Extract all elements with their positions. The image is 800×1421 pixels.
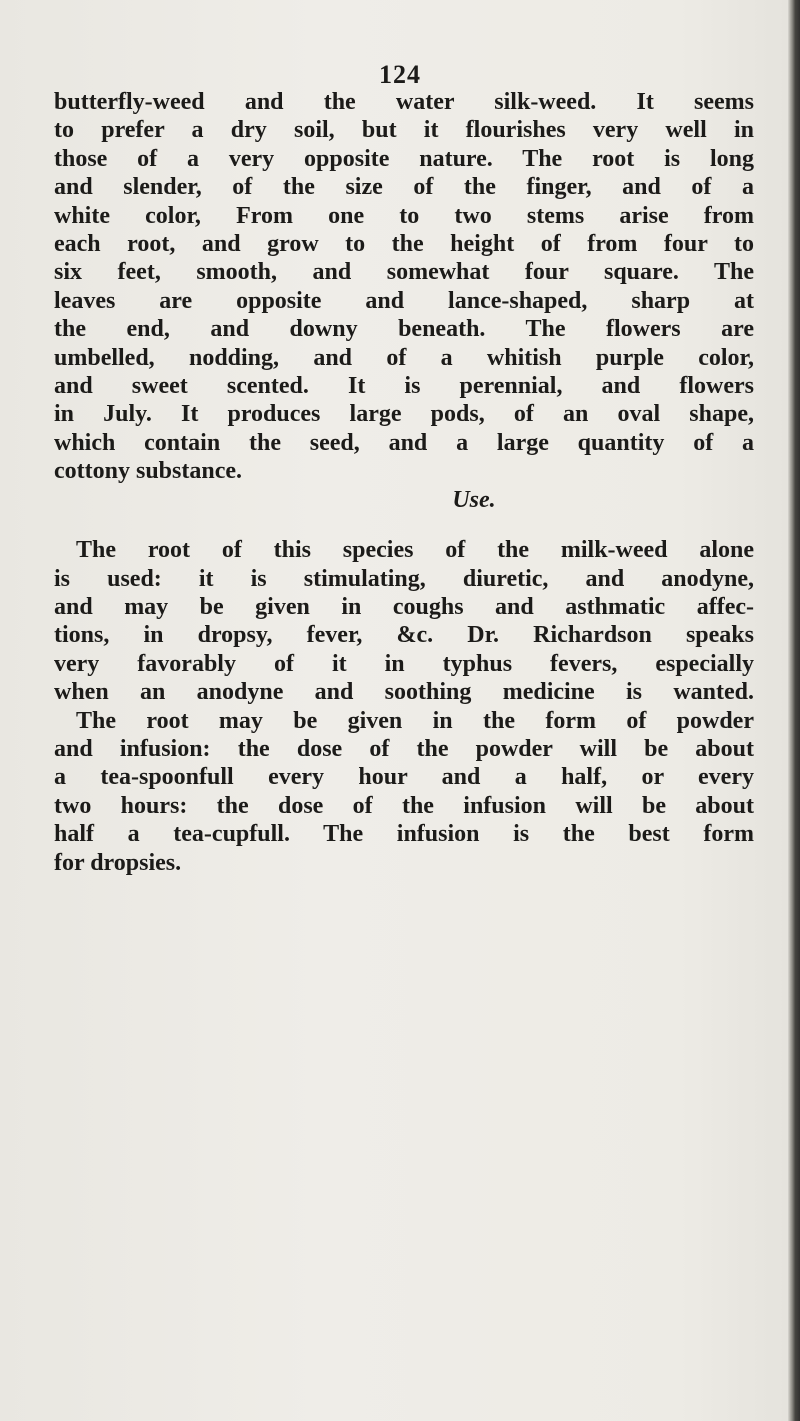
text-line: The root of this species of the milk-weed alone (76, 537, 754, 564)
text-line: and may be given in coughs and asthmatic affec- (54, 593, 754, 620)
page-number: 124 (379, 60, 421, 89)
page-edge-shadow (788, 0, 800, 1421)
text-line: white color, From one to two stems arise from (54, 202, 754, 229)
text-line: and infusion: the dose of the powder will be about (54, 735, 754, 762)
text-line: umbelled, nodding, and of a whitish purple color, (54, 344, 754, 371)
text-line: The root may be given in the form of powder (76, 707, 754, 734)
text-line: and slender, of the size of the finger, and of a (54, 174, 754, 201)
text-line: to prefer a dry soil, but it flourishes very well in (54, 117, 754, 144)
text-line: when an anodyne and soothing medicine is wanted. (54, 679, 754, 706)
text-line: each root, and grow to the height of from four to (54, 231, 754, 258)
text-line: two hours: the dose of the infusion will be about (54, 792, 754, 819)
paragraph-description (54, 88, 754, 486)
section-heading-use: Use. (452, 486, 496, 513)
text-line: six feet, smooth, and somewhat four square. The (54, 259, 754, 286)
text-line: butterfly-weed and the water silk-weed. It seems (54, 89, 754, 115)
text-line: cottony substance. (54, 458, 243, 485)
text-line: tions, in dropsy, fever, &c. Dr. Richardson speaks (54, 622, 754, 649)
paragraph-use (54, 536, 754, 877)
text-line: which contain the seed, and a large quantity of a (54, 429, 754, 456)
text-line: for dropsies. (54, 849, 182, 876)
text-line: leaves are opposite and lance-shaped, sharp at (54, 287, 754, 314)
text-line: and sweet scented. It is perennial, and flowers (54, 373, 754, 400)
text-line: half a tea-cupfull. The infusion is the best form (54, 821, 754, 848)
text-line: is used: it is stimulating, diuretic, and anodyne, (54, 565, 754, 592)
text-line: very favorably of it in typhus fevers, especially (54, 650, 754, 677)
body-text (54, 88, 754, 877)
text-line: those of a very opposite nature. The root is long (54, 145, 754, 172)
text-line: a tea-spoonfull every hour and a half, or every (54, 764, 754, 791)
text-line: the end, and downy beneath. The flowers are (54, 316, 754, 343)
text-line: in July. It produces large pods, of an oval shape, (54, 401, 754, 428)
